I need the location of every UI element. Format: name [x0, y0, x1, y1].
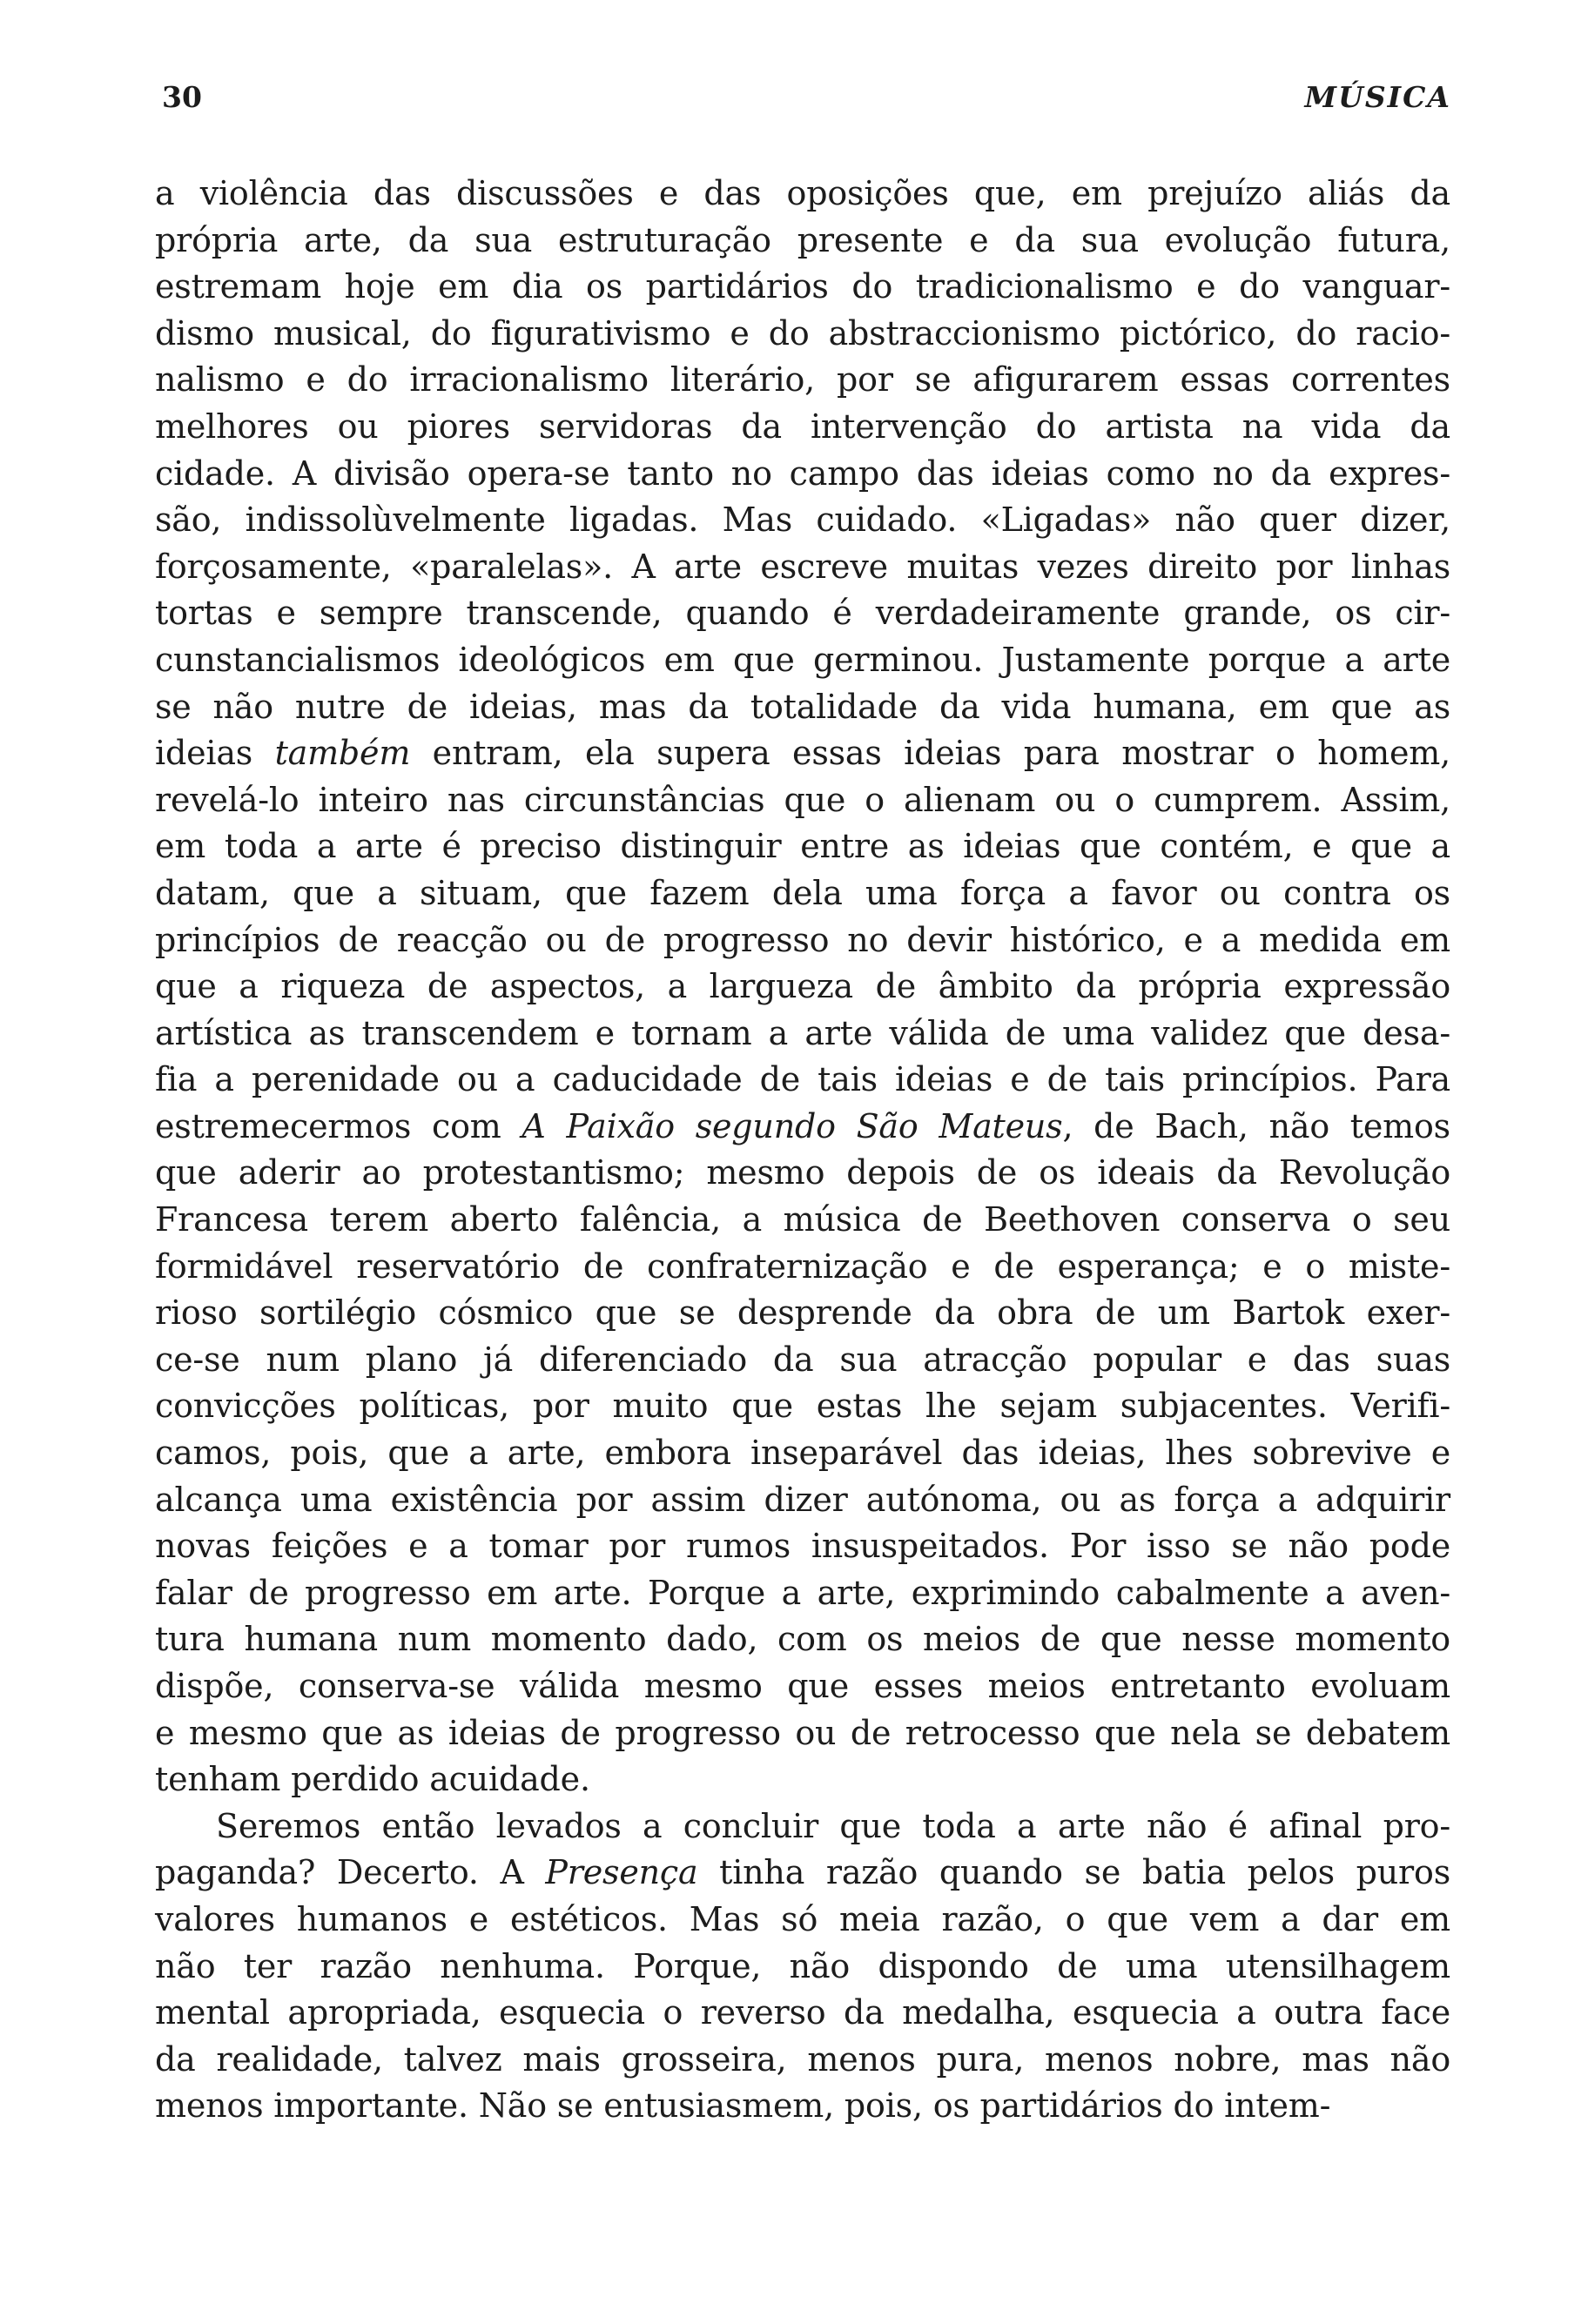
- text-line: [155, 1430, 1450, 1477]
- line-text: estremecermos com: [155, 1106, 522, 1145]
- line-text: da realidade, talvez mais grosseira, menos pura, menos nobre, mas não: [155, 2039, 1450, 2079]
- line-text: em toda a arte é preciso distinguir entre as ideias que contém, e que a: [155, 827, 1450, 866]
- line-text: , de Bach, não temos: [1062, 1106, 1450, 1145]
- line-text: alcança uma existência por assim dizer autónoma, ou as força a adquirir: [155, 1480, 1450, 1519]
- line-text: tinha razão quando se batia pelos puros: [697, 1853, 1450, 1892]
- text-line: [155, 1756, 1450, 1803]
- text-line: [155, 870, 1450, 917]
- text-line: [155, 544, 1450, 591]
- text-line: [155, 1663, 1450, 1710]
- text-line: [155, 590, 1450, 637]
- body-text: [155, 171, 1450, 2130]
- line-text: paganda? Decerto. A: [155, 1853, 546, 1892]
- text-line: [155, 1337, 1450, 1384]
- text-line: [155, 1803, 1450, 1850]
- text-line: [155, 637, 1450, 684]
- italic-text: também: [274, 734, 411, 773]
- line-text: nalismo e do irracionalismo literário, por se afigurarem essas correntes: [155, 360, 1450, 400]
- text-line: [155, 1104, 1450, 1151]
- text-line: [155, 1944, 1450, 1991]
- text-line: [155, 218, 1450, 265]
- text-line: [155, 1710, 1450, 1757]
- line-text: são, indissolùvelmente ligadas. Mas cuidado. «Ligadas» não quer dizer,: [155, 500, 1450, 540]
- line-text: tenham perdido acuidade.: [155, 1760, 590, 1799]
- text-line: [155, 171, 1450, 218]
- text-line: [155, 964, 1450, 1011]
- line-text: rioso sortilégio cósmico que se desprende da obra de um Bartok exer-: [155, 1293, 1450, 1333]
- line-text: convicções políticas, por muito que estas lhe sejam subjacentes. Verifi-: [155, 1387, 1450, 1426]
- line-text: Seremos então levados a concluir que toda a arte não é afinal pro-: [216, 1806, 1450, 1845]
- line-text: dispõe, conserva-se válida mesmo que esses meios entretanto evoluam: [155, 1667, 1450, 1705]
- line-text: cidade. A divisão opera-se tanto no campo das ideias como no da expres-: [155, 453, 1450, 493]
- text-line: [155, 1197, 1450, 1244]
- text-line: [155, 311, 1450, 358]
- running-head: [162, 80, 1451, 124]
- section-title: MÚSICA: [1304, 80, 1451, 114]
- paragraph-2: [155, 1803, 1450, 2130]
- line-text: que a riqueza de aspectos, a largueza de âmbito da própria expressão: [155, 967, 1450, 1006]
- text-line: [155, 264, 1450, 311]
- text-line: [155, 404, 1450, 451]
- line-text: mental apropriada, esquecia o reverso da medalha, esquecia a outra face: [155, 1993, 1450, 2032]
- text-line: [155, 1057, 1450, 1104]
- text-line: [155, 917, 1450, 964]
- text-line: [155, 1011, 1450, 1058]
- line-text: própria arte, da sua estruturação presente e da sua evolução futura,: [155, 220, 1450, 259]
- text-line: [155, 1383, 1450, 1430]
- line-text: dismo musical, do figurativismo e do abstraccionismo pictórico, do racio-: [155, 313, 1450, 353]
- line-text: valores humanos e estéticos. Mas só meia razão, o que vem a dar em: [155, 1899, 1450, 1938]
- text-line: [155, 1244, 1450, 1291]
- line-text: cunstancialismos ideológicos em que germinou. Justamente porque a arte: [155, 640, 1450, 679]
- text-line: [155, 777, 1450, 824]
- text-line: [155, 1150, 1450, 1197]
- line-text: forçosamente, «paralelas». A arte escreve muitas vezes direito por linhas: [155, 547, 1450, 586]
- line-text: falar de progresso em arte. Porque a arte, exprimindo cabalmente a aven-: [155, 1573, 1450, 1612]
- line-text: ideias: [155, 734, 275, 773]
- line-text: novas feições e a tomar por rumos insuspeitados. Por isso se não pode: [155, 1527, 1450, 1566]
- line-text: estremam hoje em dia os partidários do tradicionalismo e do vanguar-: [155, 267, 1450, 306]
- line-text: tura humana num momento dado, com os meios de que nesse momento: [155, 1620, 1450, 1659]
- text-line: [155, 1570, 1450, 1617]
- line-text: melhores ou piores servidoras da intervenção do artista na vida da: [155, 406, 1450, 446]
- line-text: que aderir ao protestantismo; mesmo depois de os ideais da Revolução: [155, 1153, 1450, 1192]
- text-line: [155, 1850, 1450, 1897]
- line-text: não ter razão nenhuma. Porque, não dispondo de uma utensilhagem: [155, 1946, 1450, 1985]
- line-text: e mesmo que as ideias de progresso ou de retrocesso que nela se debatem: [155, 1713, 1450, 1752]
- italic-text: A Paixão segundo São Mateus: [521, 1106, 1063, 1145]
- line-text: princípios de reacção ou de progresso no devir histórico, e a medida em: [155, 920, 1450, 959]
- text-line: [155, 451, 1450, 498]
- text-line: [155, 1990, 1450, 2037]
- line-text: se não nutre de ideias, mas da totalidade da vida humana, em que as: [155, 687, 1450, 726]
- text-line: [155, 823, 1450, 870]
- line-text: datam, que a situam, que fazem dela uma força a favor ou contra os: [155, 873, 1450, 912]
- line-text: Francesa terem aberto falência, a música de Beethoven conserva o seu: [155, 1200, 1450, 1239]
- line-text: fia a perenidade ou a caducidade de tais ideias e de tais princípios. Para: [155, 1060, 1450, 1099]
- line-text: formidável reservatório de confraternização e de esperança; e o miste-: [155, 1246, 1450, 1286]
- line-text: entram, ela supera essas ideias para mostrar o homem,: [410, 734, 1450, 773]
- line-text: menos importante. Não se entusiasmem, pois, os partidários do intem-: [155, 2086, 1331, 2126]
- line-text: ce-se num plano já diferenciado da sua atracção popular e das suas: [155, 1340, 1450, 1379]
- line-text: artística as transcendem e tornam a arte válida de uma validez que desa-: [155, 1013, 1450, 1052]
- line-text: a violência das discussões e das oposições que, em prejuízo aliás da: [155, 174, 1450, 212]
- page-number: 30: [162, 80, 202, 114]
- text-line: [155, 497, 1450, 544]
- paragraph-1: [155, 171, 1450, 1803]
- text-line: [155, 684, 1450, 731]
- text-line: [155, 730, 1450, 777]
- text-line: [155, 1290, 1450, 1337]
- text-line: [155, 1897, 1450, 1944]
- line-text: camos, pois, que a arte, embora inseparável das ideias, lhes sobrevive e: [155, 1434, 1450, 1473]
- text-line: [155, 1616, 1450, 1663]
- text-line: [155, 2083, 1450, 2130]
- italic-text: Presença: [545, 1853, 698, 1892]
- text-line: [155, 1523, 1450, 1570]
- line-text: revelá-lo inteiro nas circunstâncias que o alienam ou o cumprem. Assim,: [155, 780, 1450, 819]
- text-line: [155, 1477, 1450, 1524]
- text-line: [155, 2037, 1450, 2084]
- line-text: tortas e sempre transcende, quando é verdadeiramente grande, os cir-: [155, 594, 1450, 633]
- text-line: [155, 357, 1450, 404]
